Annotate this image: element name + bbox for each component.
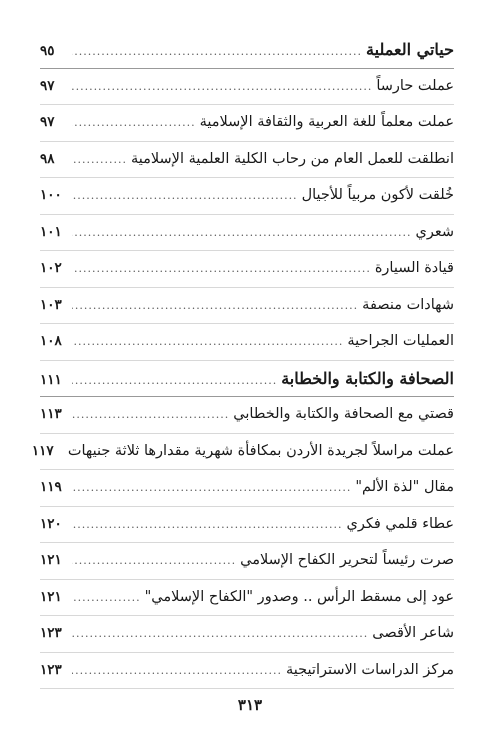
toc-entry <box>40 105 454 142</box>
toc-entry <box>40 397 454 434</box>
toc-entry <box>40 178 454 215</box>
toc-entry <box>40 324 454 361</box>
toc-entry <box>40 543 454 580</box>
dot-leader <box>72 653 282 689</box>
dot-leader <box>72 215 412 251</box>
toc-entry-page: ٩٥ <box>40 43 55 59</box>
toc-entry-title: عطاء قلمي فكري <box>346 515 454 532</box>
dot-leader <box>72 324 343 360</box>
toc-entry-title: خُلقت لأكون مربياً للأجيال <box>301 187 454 203</box>
toc-entry-page: ١٠٠ <box>40 187 62 203</box>
toc-entry-title: شعري <box>415 223 454 240</box>
dot-leader <box>72 616 368 652</box>
toc-entry-title: حياتي العملية <box>366 40 454 59</box>
dot-leader <box>72 142 127 178</box>
toc-entry-title: الصحافة والكتابة والخطابة <box>281 368 454 388</box>
toc-entry-page: ٩٧ <box>40 114 55 130</box>
toc-entry-page: ١١١ <box>40 371 62 388</box>
toc-entry-title: شاعر الأقصى <box>372 625 454 641</box>
dot-leader <box>72 470 351 506</box>
toc-entry-page: ١٠٢ <box>40 260 62 276</box>
dot-leader <box>72 363 277 399</box>
dot-leader <box>72 580 141 616</box>
toc-entry-page: ٩٨ <box>40 150 55 167</box>
toc-entry-page: ١٢٠ <box>40 515 62 532</box>
toc-entry <box>40 580 454 617</box>
toc-entry <box>40 142 454 179</box>
toc-entry-title: عود إلى مسقط الرأس .. وصدور "الكفاح الإسلامي" <box>144 588 454 605</box>
toc-entry-title: قصتي مع الصحافة والكتابة والخطابي <box>233 406 454 422</box>
toc-entry <box>40 470 454 507</box>
toc-entry-title: عملت حارساً <box>376 77 454 94</box>
toc-entry-page: ١٠٨ <box>40 333 62 349</box>
toc-entry-page: ١٢٣ <box>40 661 62 678</box>
toc-entry-page: ١٢٣ <box>40 625 62 641</box>
toc-entry <box>31 434 454 471</box>
toc-entry-title: عملت مراسلاً لجريدة الأردن بمكافأة شهرية مقدارها ثلاثة جنيهات <box>67 442 454 459</box>
toc-entry-title: العمليات الجراحية <box>347 333 454 349</box>
toc-entry-page: ١١٧ <box>31 442 54 459</box>
dot-leader <box>72 543 236 579</box>
dot-leader <box>72 178 298 214</box>
toc-entry-page: ١٢١ <box>40 588 62 605</box>
dot-leader <box>72 34 362 70</box>
toc-entry <box>40 69 454 106</box>
page-number: ٣١٣ <box>237 696 263 714</box>
toc-section-heading <box>40 361 454 398</box>
dot-leader <box>72 251 371 287</box>
toc-entry-page: ٩٧ <box>40 77 55 94</box>
toc-entry-page: ١١٣ <box>40 406 62 422</box>
toc-entry-title: مقال "لذة الألم" <box>355 479 454 495</box>
toc-entry-page: ١٢١ <box>40 552 62 568</box>
toc-entry <box>40 616 454 653</box>
toc-entry-title: عملت معلماً للغة العربية والثقافة الإسلامية <box>199 114 454 130</box>
dot-leader <box>72 69 372 105</box>
table-of-contents <box>31 32 454 689</box>
toc-entry-title: مركز الدراسات الاستراتيجية <box>286 661 454 678</box>
toc-entry <box>40 215 454 252</box>
dot-leader <box>72 507 343 543</box>
toc-entry-title: انطلقت للعمل العام من رحاب الكلية العلمية الإسلامية <box>130 150 454 167</box>
toc-entry <box>40 251 454 288</box>
dot-leader <box>72 105 196 141</box>
toc-entry <box>40 288 454 325</box>
toc-entry <box>40 507 454 544</box>
toc-entry <box>40 653 454 690</box>
toc-entry-page: ١١٩ <box>40 479 62 495</box>
dot-leader <box>72 397 229 433</box>
dot-leader <box>72 288 358 324</box>
toc-entry-page: ١٠٣ <box>40 296 62 313</box>
toc-entry-title: شهادات منصفة <box>362 296 454 313</box>
toc-entry-title: صرت رئيساً لتحرير الكفاح الإسلامي <box>240 552 454 568</box>
toc-entry-title: قيادة السيارة <box>374 260 454 276</box>
toc-section-heading <box>40 32 454 69</box>
toc-entry-page: ١٠١ <box>40 223 62 240</box>
